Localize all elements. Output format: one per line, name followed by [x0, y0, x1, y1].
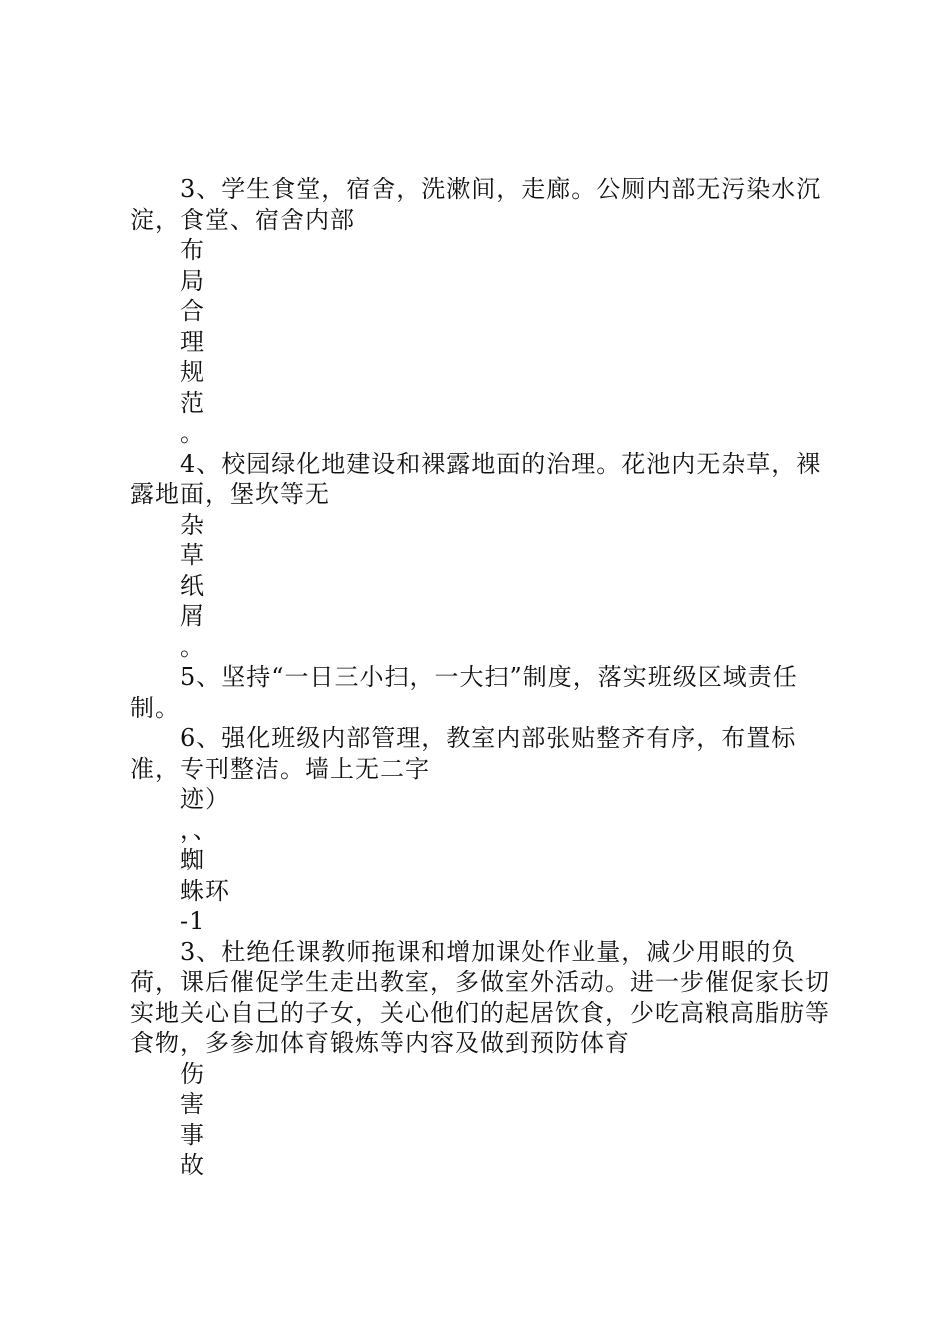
fragment-line: 杂: [180, 510, 205, 539]
fragment-line: 布: [180, 236, 205, 264]
fragment-line: 伤: [180, 1059, 205, 1088]
fragment-line: 规: [180, 358, 205, 386]
fragment-line: 。: [180, 419, 205, 447]
fragment-line: 。: [180, 632, 205, 661]
paragraph-homework-eyesight: 3、杜绝任课教师拖课和增加课处作业量，减少用眼的负荷，课后催促学生走出教室，多做室外活动。进一步催促家长切实地关心自己的子女，关心他们的起居饮食，少吃高粮高脂肪等食物，多参加体育锻炼等内容及做到预防体育: [130, 937, 830, 1057]
fragment-line: -1: [180, 907, 206, 935]
paragraph-greening: 4、校园绿化地建设和裸露地面的治理。花池内无杂草，裸露地面，堡坎等无: [130, 449, 822, 508]
fragment-line: 蛛环: [180, 876, 230, 905]
document-body: [130, 174, 835, 1181]
fragment-line: 屑: [180, 602, 205, 630]
fragment-line: 局: [180, 266, 205, 295]
paragraph-canteen-dorm: 3、学生食堂，宿舍，洗漱间，走廊。公厕内部无污染水沉淀，食堂、宿舍内部: [130, 175, 822, 234]
fragment-line: 故: [180, 1151, 205, 1179]
fragment-line: 范: [180, 388, 205, 417]
fragment-line: 理: [180, 327, 205, 356]
paragraph-class-management: 6、强化班级内部管理，教室内部张贴整齐有序，布置标准，专刊整洁。墙上无二字: [130, 724, 797, 783]
fragment-line: 草: [180, 541, 205, 569]
fragment-line: 迹）: [180, 785, 230, 813]
paragraph-cleaning-system: 5、坚持“一日三小扫，一大扫”制度，落实班级区域责任制。: [130, 663, 798, 722]
fragment-line: ，、: [180, 815, 218, 844]
fragment-line: 纸: [180, 571, 205, 600]
fragment-line: 害: [180, 1090, 205, 1118]
fragment-line: 合: [180, 297, 205, 325]
fragment-line: 蜘: [180, 846, 205, 874]
fragment-line: 事: [180, 1120, 205, 1149]
